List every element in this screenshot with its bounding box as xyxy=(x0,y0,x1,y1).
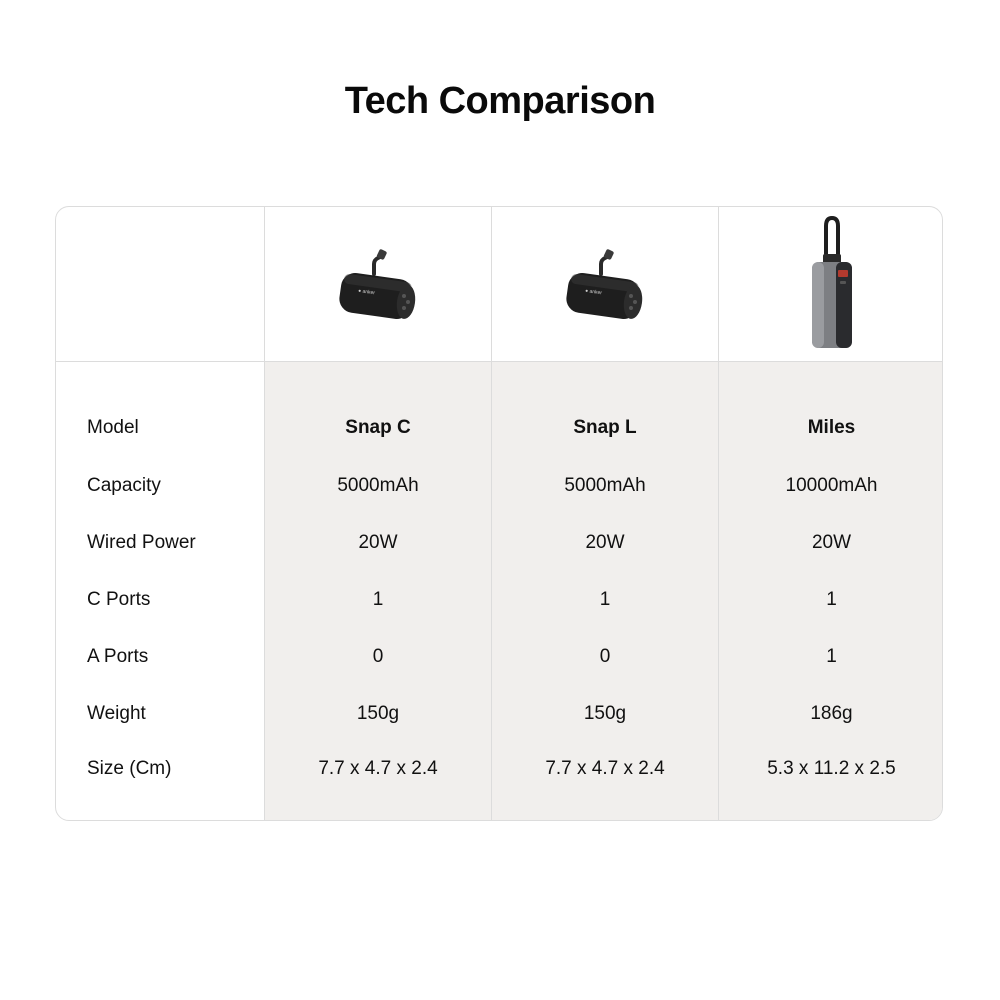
row-label-size: Size (Cm) xyxy=(87,758,172,779)
svg-text:● anker: ● anker xyxy=(584,288,603,297)
snap-power-bank-icon xyxy=(555,234,655,334)
comparison-table xyxy=(55,206,943,821)
c-ports-value: 1 xyxy=(599,589,611,610)
capacity-value: 5000mAh xyxy=(337,475,419,496)
wired-power-value: 20W xyxy=(811,532,852,553)
weight-value: 150g xyxy=(356,703,400,724)
label-column xyxy=(56,207,264,820)
wired-power-value: 20W xyxy=(358,532,398,553)
header-divider xyxy=(56,361,942,362)
snap-power-bank-icon xyxy=(328,234,428,334)
row-label-model: Model xyxy=(87,417,139,438)
row-label-c-ports: C Ports xyxy=(87,589,151,610)
row-label-wired-power: Wired Power xyxy=(87,532,196,553)
model-value: Miles xyxy=(807,417,856,438)
miles-power-bank-icon xyxy=(802,214,862,354)
weight-value: 186g xyxy=(810,703,853,724)
a-ports-value: 0 xyxy=(599,646,611,667)
product-image-snap-c xyxy=(265,207,491,361)
capacity-value: 5000mAh xyxy=(564,475,646,496)
capacity-value: 10000mAh xyxy=(785,475,878,496)
a-ports-value: 1 xyxy=(826,646,837,667)
size-value: 5.3 x 11.2 x 2.5 xyxy=(767,758,896,779)
wired-power-value: 20W xyxy=(585,532,625,553)
row-label-capacity: Capacity xyxy=(87,475,161,496)
weight-value: 150g xyxy=(583,703,627,724)
product-image-miles xyxy=(719,207,943,361)
row-label-weight: Weight xyxy=(87,703,146,724)
product-column-miles xyxy=(718,207,943,820)
product-image-snap-l xyxy=(492,207,718,361)
size-value: 7.7 x 4.7 x 2.4 xyxy=(318,758,438,779)
size-value: 7.7 x 4.7 x 2.4 xyxy=(545,758,665,779)
product-column-snap-l xyxy=(491,207,718,820)
c-ports-value: 1 xyxy=(826,589,837,610)
model-value: Snap C xyxy=(345,417,411,438)
row-label-a-ports: A Ports xyxy=(87,646,149,667)
model-value: Snap L xyxy=(573,417,637,438)
page-title: Tech Comparison xyxy=(344,80,656,122)
svg-text:● anker: ● anker xyxy=(357,288,376,297)
a-ports-value: 0 xyxy=(372,646,384,667)
c-ports-value: 1 xyxy=(372,589,384,610)
product-column-snap-c xyxy=(264,207,491,820)
